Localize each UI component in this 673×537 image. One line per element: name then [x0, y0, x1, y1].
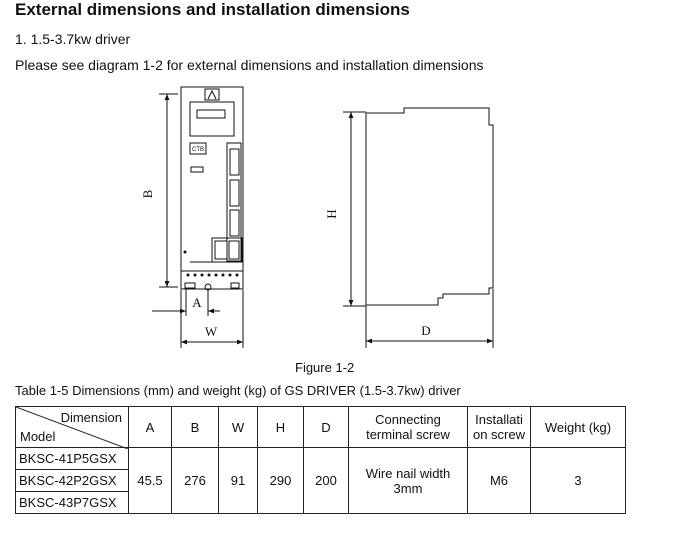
value-weight: 3	[531, 448, 626, 514]
dimension-model-header	[16, 407, 129, 448]
intro-text: Please see diagram 1-2 for external dimensions and installation dimensions	[15, 57, 484, 73]
table-header-row	[16, 407, 626, 448]
value-h: 290	[258, 448, 304, 514]
header-weight: Weight (kg)	[531, 407, 626, 448]
dimension-header-label: Dimension	[60, 410, 122, 425]
dimension-b-label: B	[140, 189, 155, 199]
dimension-h-label: H	[324, 209, 339, 219]
model-header-label: Model	[20, 429, 56, 444]
header-b: B	[172, 407, 219, 448]
dimension-w-label: W	[204, 324, 218, 339]
value-d: 200	[304, 448, 349, 514]
value-installation-screw: M6	[468, 448, 531, 514]
header-installation-line2: on screw	[472, 427, 526, 442]
header-installation-screw	[468, 407, 531, 448]
table-caption: Table 1-5 Dimensions (mm) and weight (kg) of GS DRIVER (1.5-3.7kw) driver	[15, 383, 461, 398]
dimension-a-label: A	[192, 295, 202, 310]
header-a: A	[129, 407, 172, 448]
header-connecting-screw	[349, 407, 468, 448]
dimension-d-label: D	[421, 323, 431, 338]
value-connecting-screw	[349, 448, 468, 514]
value-connecting-line2: 3mm	[393, 480, 423, 496]
ctb-label: CTB	[192, 147, 204, 153]
header-connecting-line1: Connecting	[375, 412, 441, 427]
dimensions-table	[15, 406, 626, 514]
model-cell: BKSC-42P2GSX	[16, 470, 129, 492]
side-view	[366, 108, 493, 305]
value-w: 91	[219, 448, 258, 514]
header-connecting-line2: terminal screw	[366, 427, 450, 442]
value-a: 45.5	[129, 448, 172, 514]
page-heading: External dimensions and installation dimensions	[15, 0, 410, 19]
model-cell: BKSC-41P5GSX	[16, 448, 129, 470]
header-h: H	[258, 407, 304, 448]
table-row	[16, 448, 626, 470]
value-connecting-line1: Wire nail width	[365, 465, 451, 481]
header-w: W	[219, 407, 258, 448]
model-cell: BKSC-43P7GSX	[16, 492, 129, 514]
header-d: D	[304, 407, 349, 448]
section-title: 1. 1.5-3.7kw driver	[15, 31, 131, 47]
figure-caption: Figure 1-2	[295, 360, 355, 375]
front-view	[181, 87, 243, 290]
header-installation-line1: Installati	[475, 412, 523, 427]
dimension-drawing	[0, 80, 673, 360]
value-b: 276	[172, 448, 219, 514]
